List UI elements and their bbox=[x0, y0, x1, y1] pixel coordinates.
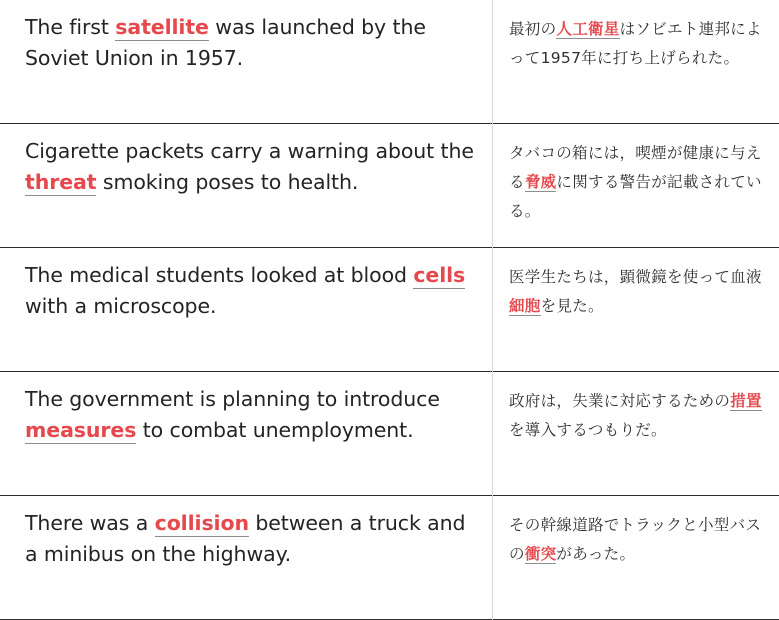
japanese-keyword: 細胞 bbox=[509, 297, 541, 315]
english-text: was launched by the Soviet Union in 1957. bbox=[25, 15, 426, 70]
table-row bbox=[0, 372, 779, 496]
japanese-translation bbox=[509, 15, 771, 73]
japanese-translation bbox=[509, 511, 771, 569]
japanese-keyword: 脅威 bbox=[524, 173, 557, 191]
japanese-text: 最初の bbox=[509, 20, 557, 38]
japanese-text: その幹線道路でトラックと小型バスの bbox=[509, 516, 762, 563]
japanese-keyword: 人工衛星 bbox=[556, 20, 620, 38]
english-text: between a truck and a minibus on the highway. bbox=[25, 511, 466, 566]
english-text: with a microscope. bbox=[25, 294, 217, 318]
table-row bbox=[0, 0, 779, 124]
table-row bbox=[0, 496, 779, 620]
japanese-text: に関する警告が記載されている。 bbox=[509, 173, 762, 220]
english-sentence bbox=[25, 384, 483, 446]
column-divider bbox=[492, 0, 493, 620]
japanese-text: があった。 bbox=[556, 545, 636, 563]
english-sentence bbox=[25, 260, 483, 322]
english-sentence bbox=[25, 136, 483, 198]
english-sentence bbox=[25, 12, 483, 74]
japanese-text: 医学生たちは，顕微鏡を使って血液 bbox=[509, 268, 762, 286]
japanese-text: を導入するつもりだ。 bbox=[509, 421, 667, 439]
english-text: smoking poses to health. bbox=[96, 170, 359, 194]
japanese-translation bbox=[509, 263, 771, 321]
japanese-text: タバコの箱には，喫煙が健康に与える bbox=[509, 144, 762, 191]
english-keyword: satellite bbox=[115, 15, 209, 39]
english-keyword: threat bbox=[25, 170, 97, 194]
english-text: Cigarette packets carry a warning about the bbox=[25, 139, 474, 163]
english-text: The government is planning to introduce bbox=[25, 387, 440, 411]
japanese-keyword: 措置 bbox=[730, 392, 762, 410]
english-text: to combat unemployment. bbox=[136, 418, 414, 442]
english-keyword: collision bbox=[154, 511, 249, 535]
english-keyword: measures bbox=[25, 418, 137, 442]
table-row bbox=[0, 248, 779, 372]
japanese-translation bbox=[509, 387, 771, 445]
table-row bbox=[0, 124, 779, 248]
english-text: There was a bbox=[25, 511, 155, 535]
japanese-text: はソビエト連邦によって1957年に打ち上げられた。 bbox=[509, 20, 762, 67]
english-text: The first bbox=[25, 15, 116, 39]
english-text: The medical students looked at blood bbox=[25, 263, 414, 287]
japanese-text: を見た。 bbox=[540, 297, 604, 315]
english-sentence bbox=[25, 508, 483, 570]
japanese-translation bbox=[509, 139, 771, 226]
english-keyword: cells bbox=[413, 263, 466, 287]
japanese-text: 政府は，失業に対応するための bbox=[509, 392, 731, 410]
japanese-keyword: 衝突 bbox=[524, 545, 557, 563]
